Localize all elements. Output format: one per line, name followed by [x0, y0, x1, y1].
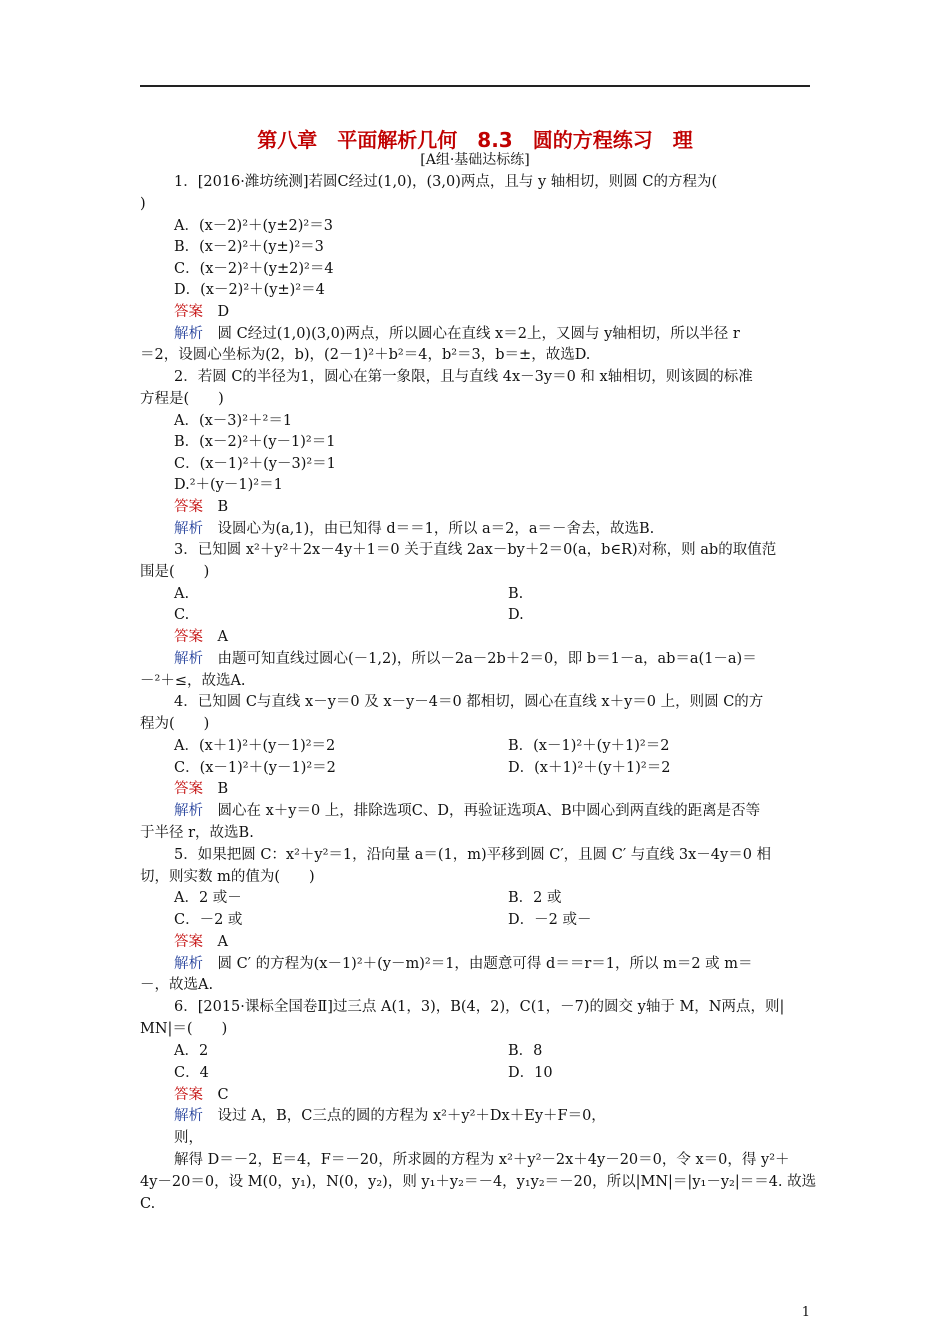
answer-value: B [217, 781, 229, 797]
q5-stem-cont: 切，则实数 m的值为( ) [140, 869, 315, 885]
analysis-label: 解析 [174, 1108, 203, 1124]
header-rule [140, 85, 810, 87]
q6-analysis-line2: 则， [174, 1130, 203, 1146]
q3-option-a: A. [174, 586, 190, 602]
q5-option-b: B．2 或 [508, 890, 562, 906]
q4-analysis [174, 802, 760, 820]
q3-analysis [174, 650, 757, 668]
q4-option-c: C．(x－1)²＋(y－1)²＝2 [174, 760, 336, 776]
analysis-label: 解析 [174, 651, 203, 667]
q1-option-a: A．(x－2)²＋(y±2)²＝3 [174, 218, 333, 234]
q5-stem: 5．如果把圆 C：x²＋y²＝1，沿向量 a＝(1，m)平移到圆 C′，且圆 C′ 与直线 3x－4y＝0 相 [174, 847, 772, 863]
q3-option-c: C. [174, 607, 190, 623]
analysis-text: 设圆心为(a,1)，由已知得 d＝＝1，所以 a＝2，a＝－舍去，故选B. [217, 521, 655, 537]
q4-answer [174, 780, 228, 798]
q1-stem-cont: ) [140, 196, 146, 212]
q4-option-a: A．(x＋1)²＋(y－1)²＝2 [174, 738, 336, 754]
q2-stem-cont: 方程是( ) [140, 391, 224, 407]
analysis-label: 解析 [174, 521, 203, 537]
answer-value: A [217, 934, 228, 950]
q2-option-a: A．(x－3)²＋²＝1 [174, 413, 293, 429]
q6-answer [174, 1086, 229, 1104]
q1-stem: 1．[2016·潍坊统测]若圆C经过(1,0)，(3,0)两点，且与 y 轴相切，则圆 C的方程为( [174, 174, 718, 190]
q1-answer [174, 303, 229, 321]
q2-option-b: B．(x－2)²＋(y－1)²＝1 [174, 434, 336, 450]
q4-analysis-cont: 于半径 r，故选B. [140, 825, 254, 841]
q6-analysis-line4: 4y－20＝0，设 M(0，y₁)，N(0，y₂)，则 y₁＋y₂＝－4，y₁y₂＝－20，所以|MN|＝|y₁－y₂|＝＝4. 故选 [140, 1174, 817, 1190]
q6-analysis-line5: C. [140, 1196, 156, 1212]
page-number: 1 [801, 1305, 810, 1320]
answer-value: C [217, 1087, 229, 1103]
q2-analysis [174, 520, 654, 538]
q5-analysis-cont: －，故选A. [140, 977, 214, 993]
q1-option-b: B．(x－2)²＋(y±)²＝3 [174, 239, 324, 255]
q3-analysis-cont: －²＋≤，故选A. [140, 673, 246, 689]
q6-analysis-line3: 解得 D＝－2，E＝4，F＝－20，所求圆的方程为 x²＋y²－2x＋4y－20＝0，令 x＝0，得 y²＋ [174, 1152, 790, 1168]
analysis-text: 圆心在 x＋y＝0 上，排除选项C、D，再验证选项A、B中圆心到两直线的距离是否等 [217, 803, 761, 819]
analysis-label: 解析 [174, 326, 203, 342]
q5-option-c: C．－2 或 [174, 912, 243, 928]
q6-option-d: D．10 [508, 1065, 553, 1081]
answer-label: 答案 [174, 499, 203, 515]
q3-option-d: D. [508, 607, 524, 623]
q6-analysis [174, 1107, 606, 1125]
q3-stem-cont: 围是( ) [140, 564, 210, 580]
q4-option-d: D．(x＋1)²＋(y＋1)²＝2 [508, 760, 671, 776]
analysis-text: 圆 C′ 的方程为(x－1)²＋(y－m)²＝1，由题意可得 d＝＝r＝1，所以 m＝2 或 m＝ [217, 956, 753, 972]
q1-analysis [174, 325, 740, 343]
analysis-text: 圆 C经过(1,0)(3,0)两点，所以圆心在直线 x＝2上，又圆与 y轴相切，所以半径 r [217, 326, 740, 342]
answer-label: 答案 [174, 1087, 203, 1103]
q6-option-a: A．2 [174, 1043, 209, 1059]
analysis-text: 由题可知直线过圆心(－1,2)，所以－2a－2b＋2＝0，即 b＝1－a，ab＝a(1－a)＝ [217, 651, 757, 667]
q6-option-b: B．8 [508, 1043, 543, 1059]
q6-stem: 6．[2015·课标全国卷Ⅱ]过三点 A(1，3)，B(4，2)，C(1，－7)的圆交 y轴于 M，N两点，则| [174, 999, 785, 1015]
q5-answer [174, 933, 228, 951]
q2-option-d: D.²＋(y－1)²＝1 [174, 477, 283, 493]
answer-value: D [217, 304, 230, 320]
answer-label: 答案 [174, 934, 203, 950]
q5-analysis [174, 955, 753, 973]
q6-stem-cont: MN|＝( ) [140, 1021, 228, 1037]
answer-value: B [217, 499, 229, 515]
q4-stem-cont: 程为( ) [140, 716, 210, 732]
q3-stem: 3．已知圆 x²＋y²＋2x－4y＋1＝0 关于直线 2ax－by＋2＝0(a，b∈R)对称，则 ab的取值范 [174, 542, 777, 558]
answer-label: 答案 [174, 304, 203, 320]
q3-option-b: B. [508, 586, 524, 602]
section-subtitle: [A组·基础达标练] [420, 152, 530, 168]
page-title: 第八章 平面解析几何 8.3 圆的方程练习 理 [257, 128, 693, 152]
analysis-text: 设过 A，B，C三点的圆的方程为 x²＋y²＋Dx＋Ey＋F＝0， [217, 1108, 606, 1124]
q5-option-a: A．2 或－ [174, 890, 242, 906]
analysis-label: 解析 [174, 956, 203, 972]
q4-stem: 4．已知圆 C与直线 x－y＝0 及 x－y－4＝0 都相切，圆心在直线 x＋y＝0 上，则圆 C的方 [174, 694, 764, 710]
q4-option-b: B．(x－1)²＋(y＋1)²＝2 [508, 738, 670, 754]
q6-option-c: C．4 [174, 1065, 209, 1081]
q1-option-d: D．(x－2)²＋(y±)²＝4 [174, 282, 325, 298]
q1-option-c: C．(x－2)²＋(y±2)²＝4 [174, 261, 334, 277]
answer-value: A [217, 629, 228, 645]
answer-label: 答案 [174, 781, 203, 797]
analysis-label: 解析 [174, 803, 203, 819]
answer-label: 答案 [174, 629, 203, 645]
q3-answer [174, 628, 228, 646]
q2-answer [174, 498, 228, 516]
q2-stem: 2．若圆 C的半径为1，圆心在第一象限，且与直线 4x－3y＝0 和 x轴相切，则该圆的标准 [174, 369, 753, 385]
q2-option-c: C．(x－1)²＋(y－3)²＝1 [174, 456, 336, 472]
q1-analysis-cont: ＝2，设圆心坐标为(2，b)，(2－1)²＋b²＝4，b²＝3，b＝±，故选D. [140, 347, 591, 363]
q5-option-d: D．－2 或－ [508, 912, 592, 928]
